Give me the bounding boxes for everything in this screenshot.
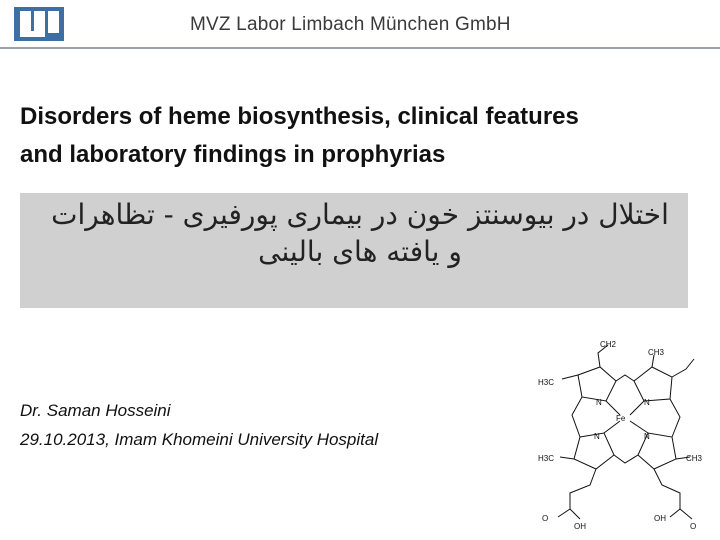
company-name: MVZ Labor Limbach München GmbH — [190, 14, 511, 35]
molecule-label: N — [596, 398, 602, 407]
author-block — [20, 396, 378, 454]
slide-title — [20, 98, 700, 174]
author-name: Dr. Saman Hosseini — [20, 401, 171, 420]
date-location: 29.10.2013, Imam Khomeini University Hospital — [20, 430, 379, 449]
header-divider — [0, 47, 720, 49]
molecule-label: N — [644, 398, 650, 407]
molecule-label: CH2 — [600, 340, 617, 349]
molecule-label: H3C — [538, 378, 555, 387]
molecule-label: OH — [654, 514, 666, 523]
molecule-label: Fe — [616, 414, 626, 423]
limbach-logo-icon — [14, 7, 64, 41]
persian-title-box — [20, 193, 688, 308]
slide-title-line-2: and laboratory findings in prophyrias — [20, 141, 446, 168]
heme-structure-diagram — [530, 335, 720, 535]
molecule-label: H3C — [538, 454, 555, 463]
molecule-label: OH — [574, 522, 586, 531]
molecule-label: O — [690, 522, 697, 531]
molecule-label: O — [542, 514, 549, 523]
slide-title-line-1: Disorders of heme biosynthesis, clinical features — [20, 103, 579, 130]
persian-title: اختلال در بیوسنتز خون در بیماری پورفیری - تظاهرات و یافته های بالینی — [51, 198, 669, 268]
header — [0, 0, 720, 50]
molecule-label: CH3 — [686, 454, 703, 463]
molecule-label: N — [644, 432, 650, 441]
molecule-label: N — [594, 432, 600, 441]
molecule-label: CH3 — [648, 348, 665, 357]
